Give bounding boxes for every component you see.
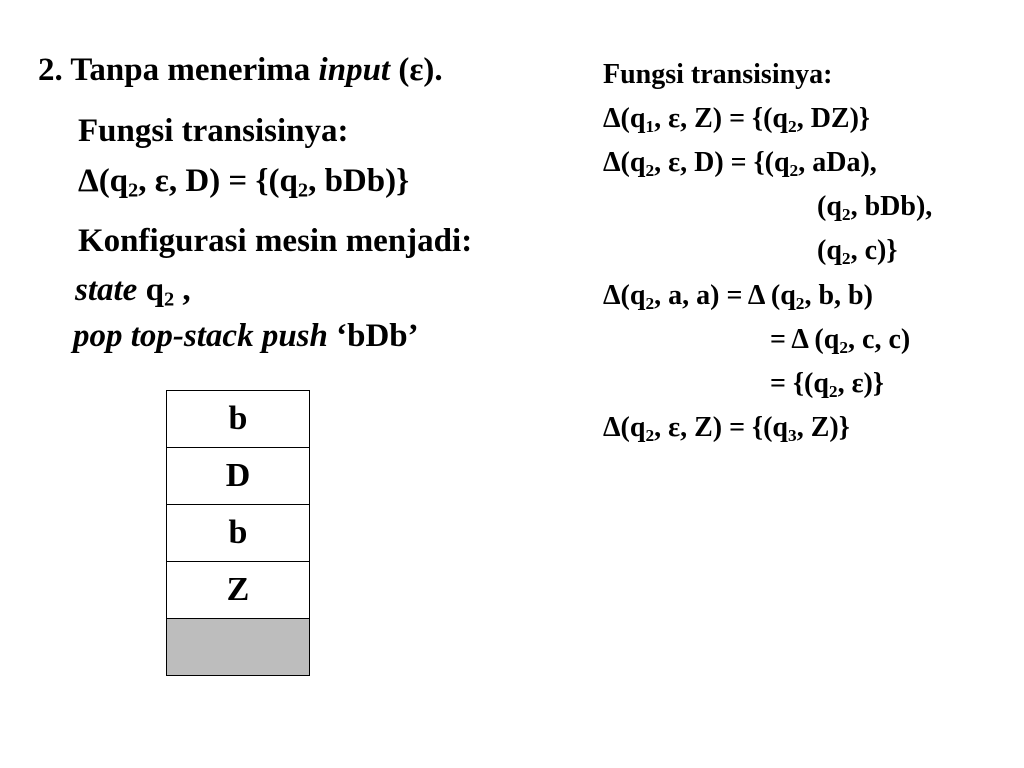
pop-push-line: pop top-stack push ‘bDb’: [73, 318, 419, 354]
right-title: Fungsi transisinya:: [603, 59, 833, 90]
fungsi-label: Fungsi transisinya:: [78, 113, 349, 149]
stack-bottom-cell: [166, 618, 310, 676]
state-line: state $q_2$ ,: [75, 272, 191, 311]
stack-cell: b: [166, 390, 310, 447]
transition-1: $\Delta(q_1$, ε, $Z) = \{(q_2$, DZ)}: [603, 103, 870, 136]
stack-cell: Z: [166, 561, 310, 618]
transition-2: $\Delta(q_2$, ε, $D) = \{(q_2$, aDa),: [603, 147, 877, 180]
konfigurasi-label: Konfigurasi mesin menjadi:: [78, 223, 473, 259]
stack-cell: b: [166, 504, 310, 561]
transition-2-cont-1: ($q_2$, bDb),: [817, 191, 933, 224]
stack-diagram: [166, 390, 310, 676]
transition-3-cont-2: = {($q_2$, ε)}: [770, 368, 884, 401]
stack-cell: D: [166, 447, 310, 504]
transition-2-cont-2: ($q_2$, c)}: [817, 235, 898, 268]
transition-3-cont-1: = Δ ($q_2$, c, c): [770, 324, 911, 357]
transition-4: $\Delta(q_2$, ε, $Z) = \{(q_3$, Z)}: [603, 412, 850, 445]
transition-3: $\Delta(q_2$, a, a) = Δ ($q_2$, b, b): [603, 280, 873, 313]
section-heading: 2. Tanpa menerima input (ε).: [38, 52, 443, 88]
fungsi-equation: $\Delta(q_2$, ε, $D) = \{(q_2$, bDb)}: [78, 163, 410, 202]
